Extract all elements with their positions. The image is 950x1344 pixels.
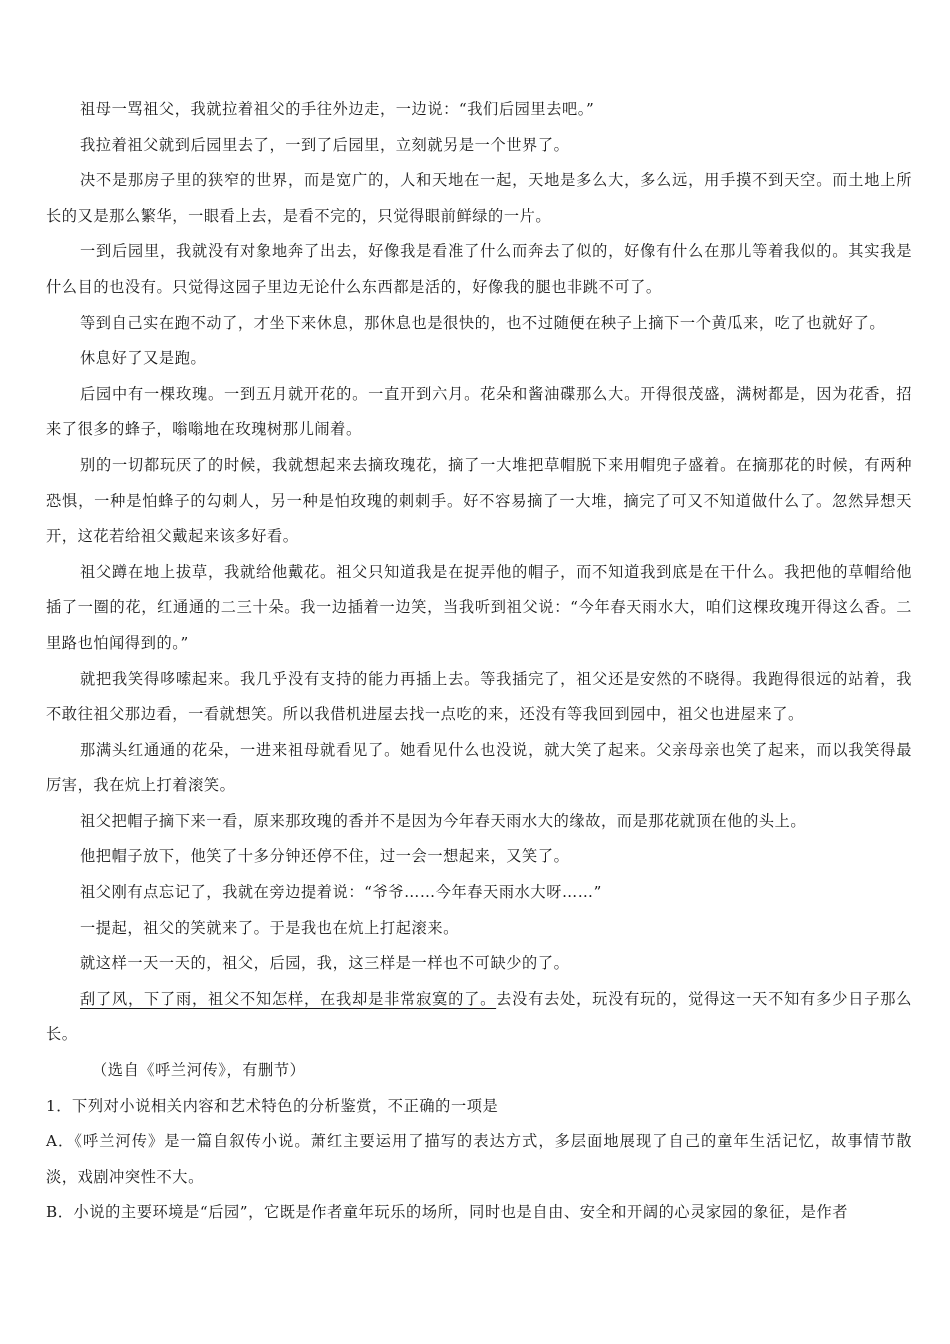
story-paragraph-5: 等到自己实在跑不动了，才坐下来休息，那休息也是很快的，也不过随便在秧子上摘下一个黄瓜来，吃了也就好了。 xyxy=(80,313,886,332)
story-paragraph-8: 别的一切都玩厌了的时候，我就想起来去摘玫瑰花，摘了一大堆把草帽脱下来用帽兜子盛着。在摘那花的时候，有两种恐惧，一种是怕蜂子的勾刺人，另一种是怕玫瑰的刺刺手。好不容易摘了一大堆，摘完了可又不知道做什么了。忽然异想天开，这花若给祖父戴起来该多好看。 xyxy=(46,455,912,546)
story-paragraph-12: 祖父把帽子摘下来一看，原来那玫瑰的香并不是因为今年春天雨水大的缘故，而是那花就顶在他的头上。 xyxy=(80,811,807,830)
story-paragraph-7: 后园中有一棵玫瑰。一到五月就开花的。一直开到六月。花朵和酱油碟那么大。开得很茂盛，满树都是，因为花香，招来了很多的蜂子，嗡嗡地在玫瑰树那儿闹着。 xyxy=(46,384,912,439)
story-paragraph-2: 我拉着祖父就到后园里去了，一到了后园里，立刻就另是一个世界了。 xyxy=(80,135,570,154)
story-paragraph-4: 一到后园里，我就没有对象地奔了出去，好像我是看准了什么而奔去了似的，好像有什么在那儿等着我似的。其实我是什么目的也没有。只觉得这园子里边无论什么东西都是活的，好像我的腿也非跳不可了。 xyxy=(46,242,912,296)
document-page xyxy=(46,92,912,1231)
question-stem: 1．下列对小说相关内容和艺术特色的分析鉴赏，不正确的一项是 xyxy=(46,1096,499,1115)
story-paragraph-11: 那满头红通通的花朵，一进来祖母就看见了。她看见什么也没说，就大笑了起来。父亲母亲也笑了起来，而以我笑得最厉害，我在炕上打着滚笑。 xyxy=(46,740,912,795)
story-paragraph-6: 休息好了又是跑。 xyxy=(80,349,207,368)
story-paragraph-13: 他把帽子放下，他笑了十多分钟还停不住，过一会一想起来，又笑了。 xyxy=(80,847,570,866)
source-citation: （选自《呼兰河传》，有删节） xyxy=(92,1061,306,1080)
story-paragraph-1: 祖母一骂祖父，我就拉着祖父的手往外边走，一边说：“我们后园里去吧。” xyxy=(80,100,595,118)
story-paragraph-15: 一提起，祖父的笑就来了。于是我也在炕上打起滚来。 xyxy=(80,918,459,937)
option-a: A．《呼兰河传》是一篇自叙传小说。萧红主要运用了描写的表达方式，多层面地展现了自己的童年生活记忆，故事情节散淡，戏剧冲突性不大。 xyxy=(46,1132,912,1186)
story-paragraph-3: 决不是那房子里的狭窄的世界，而是宽广的，人和天地在一起，天地是多么大，多么远，用手摸不到天空。而土地上所长的又是那么繁华，一眼看上去，是看不完的，只觉得眼前鲜绿的一片。 xyxy=(46,171,912,225)
underlined-sentence: 刮了风，下了雨，祖父不知怎样，在我却是非常寂寞的了。 xyxy=(80,989,497,1008)
option-b: B．小说的主要环境是“后园”，它既是作者童年玩乐的场所，同时也是自由、安全和开阔的心灵家园的象征，是作者 xyxy=(46,1203,849,1222)
story-paragraph-17 xyxy=(46,982,912,1053)
story-paragraph-10: 就把我笑得哆嗦起来。我几乎没有支持的能力再插上去。等我插完了，祖父还是安然的不晓得。我跑得很远的站着，我不敢往祖父那边看，一看就想笑。所以我借机进屋去找一点吃的来，还没有等我回到园中，祖父也进屋来了。 xyxy=(46,669,912,724)
story-paragraph-14: 祖父刚有点忘记了，我就在旁边提着说：“爷爷……今年春天雨水大呀……” xyxy=(80,883,602,902)
story-paragraph-9: 祖父蹲在地上拔草，我就给他戴花。祖父只知道我是在捉弄他的帽子，而不知道我到底是在干什么。我把他的草帽给他插了一圈的花，红通通的二三十朵。我一边插着一边笑，当我听到祖父说：“今年春天雨水大，咱们这棵玫瑰开得这么香。二里路也怕闻得到的。” xyxy=(46,562,912,652)
last-paragraph-rest: 去没有去处，玩没有玩的，觉得这一天不知有多少日子那么长。 xyxy=(46,989,912,1044)
story-paragraph-16: 就这样一天一天的，祖父，后园，我，这三样是一样也不可缺少的了。 xyxy=(80,954,570,973)
